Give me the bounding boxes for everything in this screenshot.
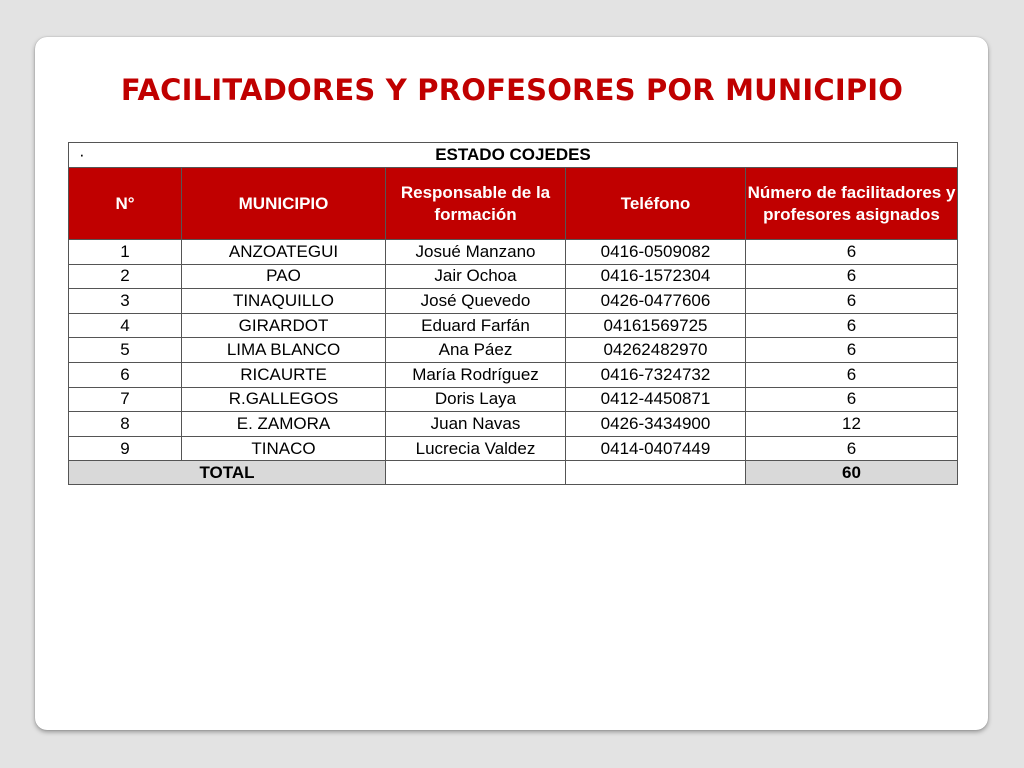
table-row <box>69 289 958 314</box>
bullet-marker: · <box>79 145 85 164</box>
table-row <box>69 313 958 338</box>
cell-numero: 6 <box>746 313 958 338</box>
cell-municipio: TINACO <box>182 436 386 461</box>
cell-municipio: E. ZAMORA <box>182 412 386 437</box>
table-row <box>69 387 958 412</box>
total-label: TOTAL <box>69 461 386 485</box>
header-telefono: Teléfono <box>566 168 746 240</box>
cell-telefono: 04262482970 <box>566 338 746 363</box>
table-row <box>69 240 958 265</box>
cell-number: 6 <box>69 362 182 387</box>
total-empty-cell <box>386 461 566 485</box>
cell-municipio: R.GALLEGOS <box>182 387 386 412</box>
header-row <box>69 168 958 240</box>
total-row <box>69 461 958 485</box>
cell-numero: 6 <box>746 436 958 461</box>
header-number: N° <box>69 168 182 240</box>
cell-numero: 6 <box>746 362 958 387</box>
cell-number: 2 <box>69 264 182 289</box>
municipality-table <box>68 142 958 485</box>
cell-responsable: Ana Páez <box>386 338 566 363</box>
cell-telefono: 0412-4450871 <box>566 387 746 412</box>
cell-responsable: Jair Ochoa <box>386 264 566 289</box>
cell-municipio: ANZOATEGUI <box>182 240 386 265</box>
cell-number: 3 <box>69 289 182 314</box>
cell-number: 8 <box>69 412 182 437</box>
cell-responsable: María Rodríguez <box>386 362 566 387</box>
header-numero: Número de facilitadores y profesores asignados <box>746 168 958 240</box>
total-empty-cell <box>566 461 746 485</box>
cell-municipio: GIRARDOT <box>182 313 386 338</box>
cell-numero: 12 <box>746 412 958 437</box>
cell-municipio: LIMA BLANCO <box>182 338 386 363</box>
cell-numero: 6 <box>746 264 958 289</box>
header-municipio: MUNICIPIO <box>182 168 386 240</box>
table-row <box>69 338 958 363</box>
cell-responsable: Lucrecia Valdez <box>386 436 566 461</box>
page-title: FACILITADORES Y PROFESORES POR MUNICIPIO <box>120 73 904 107</box>
cell-municipio: PAO <box>182 264 386 289</box>
cell-numero: 6 <box>746 338 958 363</box>
table-row <box>69 436 958 461</box>
total-value: 60 <box>746 461 958 485</box>
cell-responsable: Juan Navas <box>386 412 566 437</box>
cell-telefono: 0416-0509082 <box>566 240 746 265</box>
cell-telefono: 0426-3434900 <box>566 412 746 437</box>
cell-number: 4 <box>69 313 182 338</box>
cell-telefono: 0416-7324732 <box>566 362 746 387</box>
cell-municipio: RICAURTE <box>182 362 386 387</box>
cell-responsable: José Quevedo <box>386 289 566 314</box>
state-cell <box>69 143 958 168</box>
cell-telefono: 0426-0477606 <box>566 289 746 314</box>
cell-telefono: 04161569725 <box>566 313 746 338</box>
cell-responsable: Josué Manzano <box>386 240 566 265</box>
cell-numero: 6 <box>746 387 958 412</box>
cell-number: 5 <box>69 338 182 363</box>
table-row <box>69 412 958 437</box>
cell-numero: 6 <box>746 289 958 314</box>
cell-telefono: 0414-0407449 <box>566 436 746 461</box>
cell-telefono: 0416-1572304 <box>566 264 746 289</box>
cell-number: 9 <box>69 436 182 461</box>
header-responsable: Responsable de la formación <box>386 168 566 240</box>
cell-number: 7 <box>69 387 182 412</box>
state-row <box>69 143 958 168</box>
cell-responsable: Eduard Farfán <box>386 313 566 338</box>
cell-number: 1 <box>69 240 182 265</box>
cell-responsable: Doris Laya <box>386 387 566 412</box>
state-name: ESTADO COJEDES <box>435 145 591 164</box>
cell-municipio: TINAQUILLO <box>182 289 386 314</box>
table-row <box>69 362 958 387</box>
cell-numero: 6 <box>746 240 958 265</box>
table-row <box>69 264 958 289</box>
